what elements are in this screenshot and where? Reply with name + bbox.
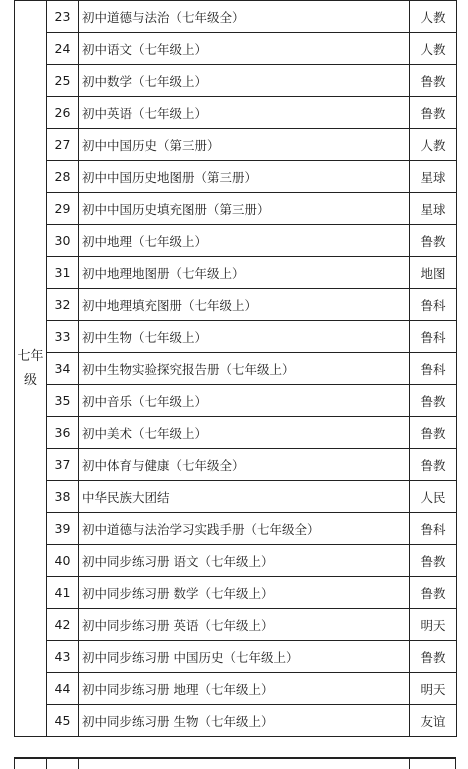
grade-cell: 七年级 (15, 1, 47, 737)
table-row (15, 289, 457, 321)
table-row (15, 673, 457, 705)
publisher: 明天 (410, 673, 457, 705)
row-number: 24 (47, 33, 79, 65)
publisher: 友谊 (410, 705, 457, 737)
publisher: 鲁科 (410, 513, 457, 545)
book-title: 初中中国历史填充图册（第三册） (79, 193, 410, 225)
row-number: 43 (47, 641, 79, 673)
book-title: 初中地理填充图册（七年级上） (79, 289, 410, 321)
row-number: 39 (47, 513, 79, 545)
table-row (15, 161, 457, 193)
publisher: 鲁科 (410, 353, 457, 385)
book-title: 初中生物实验探究报告册（七年级上） (79, 353, 410, 385)
publisher: 人教 (410, 1, 457, 33)
publisher: 明天 (410, 609, 457, 641)
table-row (15, 33, 457, 65)
book-title: 初中体育与健康（七年级全） (79, 449, 410, 481)
book-title: 中华民族大团结 (79, 481, 410, 513)
table-row (15, 65, 457, 97)
book-title: 初中同步练习册 英语（七年级上） (79, 609, 410, 641)
publisher: 鲁教 (410, 97, 457, 129)
table-row (15, 609, 457, 641)
publisher: 鲁教 (410, 65, 457, 97)
book-title: 初中同步练习册 中国历史（七年级上） (79, 641, 410, 673)
book-title: 初中数学（七年级上） (79, 65, 410, 97)
table-row (15, 513, 457, 545)
table-row (15, 321, 457, 353)
row-number: 37 (47, 449, 79, 481)
row-number: 30 (47, 225, 79, 257)
table-row (15, 257, 457, 289)
publisher: 鲁教 (410, 225, 457, 257)
book-title: 初中道德与法治学习实践手册（七年级全） (79, 513, 410, 545)
row-number: 35 (47, 385, 79, 417)
book-title: 初中英语（七年级上） (79, 97, 410, 129)
table-row (15, 577, 457, 609)
publisher: 人民 (410, 481, 457, 513)
table-row (15, 353, 457, 385)
table-row (15, 641, 457, 673)
row-number: 27 (47, 129, 79, 161)
row-number: 45 (47, 705, 79, 737)
table-body (15, 1, 457, 737)
table-row (15, 417, 457, 449)
row-number: 28 (47, 161, 79, 193)
publisher: 人教 (410, 129, 457, 161)
publisher: 星球 (410, 161, 457, 193)
table-row (15, 193, 457, 225)
table-row (15, 705, 457, 737)
publisher: 地图 (410, 257, 457, 289)
book-title: 初中音乐（七年级上） (79, 385, 410, 417)
table-row (15, 449, 457, 481)
publisher: 人教 (410, 33, 457, 65)
book-title: 初中语文（七年级上） (79, 33, 410, 65)
publisher: 鲁教 (410, 577, 457, 609)
table-row (15, 97, 457, 129)
table-row (15, 385, 457, 417)
book-title: 初中美术（七年级上） (79, 417, 410, 449)
row-number: 29 (47, 193, 79, 225)
publisher: 鲁科 (410, 289, 457, 321)
row-number: 38 (47, 481, 79, 513)
row-number: 25 (47, 65, 79, 97)
book-title: 初中同步练习册 语文（七年级上） (79, 545, 410, 577)
publisher: 鲁教 (410, 449, 457, 481)
row-number: 41 (47, 577, 79, 609)
row-number: 31 (47, 257, 79, 289)
row-number: 40 (47, 545, 79, 577)
textbook-table-container (14, 0, 456, 767)
book-title: 初中同步练习册 地理（七年级上） (79, 673, 410, 705)
table-row (15, 129, 457, 161)
row-number: 32 (47, 289, 79, 321)
row-number: 42 (47, 609, 79, 641)
row-number: 36 (47, 417, 79, 449)
publisher: 鲁科 (410, 321, 457, 353)
publisher: 鲁教 (410, 641, 457, 673)
publisher: 星球 (410, 193, 457, 225)
book-title: 初中中国历史地图册（第三册） (79, 161, 410, 193)
book-title: 初中地理（七年级上） (79, 225, 410, 257)
row-number: 23 (47, 1, 79, 33)
table-row (15, 481, 457, 513)
textbook-table (14, 0, 457, 737)
table-row (15, 545, 457, 577)
row-number: 33 (47, 321, 79, 353)
book-title: 初中同步练习册 数学（七年级上） (79, 577, 410, 609)
row-number: 26 (47, 97, 79, 129)
book-title: 初中道德与法治（七年级全） (79, 1, 410, 33)
book-title: 初中生物（七年级上） (79, 321, 410, 353)
publisher: 鲁教 (410, 385, 457, 417)
book-title: 初中同步练习册 生物（七年级上） (79, 705, 410, 737)
row-number: 44 (47, 673, 79, 705)
publisher: 鲁教 (410, 545, 457, 577)
publisher: 鲁教 (410, 417, 457, 449)
book-title: 初中中国历史（第三册） (79, 129, 410, 161)
row-number: 34 (47, 353, 79, 385)
book-title: 初中地理地图册（七年级上） (79, 257, 410, 289)
table-row (15, 1, 457, 33)
next-row-edge (14, 757, 456, 767)
table-row (15, 225, 457, 257)
